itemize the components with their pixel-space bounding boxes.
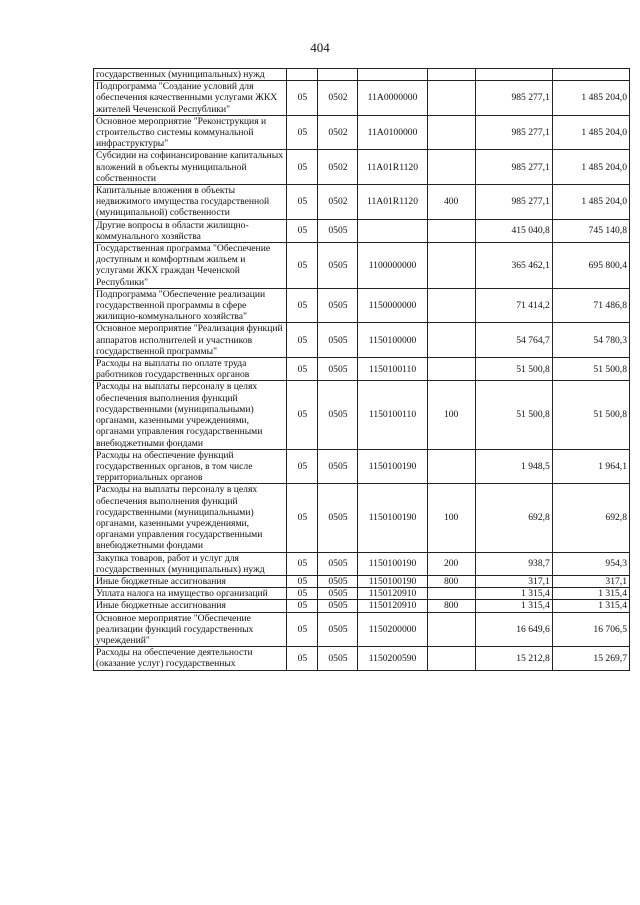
row-amount-year1-cell: 985 277,1	[475, 150, 552, 185]
table-row	[94, 115, 630, 150]
row-subsection-cell: 0505	[318, 647, 358, 670]
row-section-cell: 05	[287, 185, 318, 220]
row-name-cell: Расходы на выплаты персоналу в целях обеспечения выполнения функций государственными (муниципальными) органами, казенными учреждениями, органами управления государственными внебюджетными фондами	[94, 381, 287, 449]
row-subsection-cell: 0505	[318, 588, 358, 600]
table-row	[94, 600, 630, 612]
row-article-cell: 11А0000000	[358, 81, 427, 116]
row-subsection-cell	[318, 69, 358, 81]
table-row	[94, 323, 630, 358]
table-row	[94, 81, 630, 116]
row-subsection-cell: 0502	[318, 150, 358, 185]
row-amount-year1-cell: 692,8	[475, 484, 552, 552]
row-amount-year1-cell: 365 462,1	[475, 243, 552, 289]
row-expense-type-cell	[427, 612, 475, 647]
row-amount-year2-cell: 16 706,5	[552, 612, 629, 647]
row-amount-year2-cell: 692,8	[552, 484, 629, 552]
row-amount-year2-cell: 1 315,4	[552, 600, 629, 612]
table-row	[94, 381, 630, 449]
row-amount-year2-cell: 317,1	[552, 575, 629, 587]
row-amount-year2-cell: 1 964,1	[552, 449, 629, 484]
row-subsection-cell: 0505	[318, 575, 358, 587]
row-section-cell: 05	[287, 243, 318, 289]
row-article-cell: 1150100190	[358, 552, 427, 575]
row-subsection-cell: 0505	[318, 323, 358, 358]
row-name-cell: Субсидии на софинансирование капитальных вложений в объекты муниципальной собственности	[94, 150, 287, 185]
row-amount-year1-cell: 54 764,7	[475, 323, 552, 358]
row-name-cell: Расходы на обеспечение деятельности (оказание услуг) государственных	[94, 647, 287, 670]
table-row	[94, 449, 630, 484]
table-row	[94, 69, 630, 81]
row-name-cell: Подпрограмма "Обеспечение реализации государственной программы в сфере жилищно-коммунального хозяйства"	[94, 288, 287, 323]
row-subsection-cell: 0505	[318, 358, 358, 381]
table-row	[94, 647, 630, 670]
table-row	[94, 575, 630, 587]
row-subsection-cell: 0505	[318, 552, 358, 575]
row-amount-year1-cell: 51 500,8	[475, 358, 552, 381]
row-article-cell: 1150100190	[358, 484, 427, 552]
row-expense-type-cell: 200	[427, 552, 475, 575]
row-article-cell: 1150100110	[358, 381, 427, 449]
row-section-cell: 05	[287, 600, 318, 612]
row-subsection-cell: 0505	[318, 219, 358, 242]
row-article-cell: 1150100190	[358, 449, 427, 484]
row-article-cell: 11А01R1120	[358, 185, 427, 220]
row-name-cell: государственных (муниципальных) нужд	[94, 69, 287, 81]
budget-table	[93, 68, 630, 671]
row-article-cell: 1150120910	[358, 600, 427, 612]
row-amount-year2-cell: 54 780,3	[552, 323, 629, 358]
row-expense-type-cell	[427, 647, 475, 670]
row-article-cell	[358, 69, 427, 81]
row-subsection-cell: 0505	[318, 243, 358, 289]
row-amount-year2-cell: 51 500,8	[552, 358, 629, 381]
row-expense-type-cell: 100	[427, 484, 475, 552]
table-row	[94, 219, 630, 242]
row-subsection-cell: 0505	[318, 288, 358, 323]
row-subsection-cell: 0502	[318, 185, 358, 220]
row-name-cell: Основное мероприятие "Реализация функций аппаратов исполнителей и участников государственной программы"	[94, 323, 287, 358]
row-name-cell: Закупка товаров, работ и услуг для государственных (муниципальных) нужд	[94, 552, 287, 575]
row-amount-year1-cell: 317,1	[475, 575, 552, 587]
row-name-cell: Капитальные вложения в объекты недвижимого имущества государственной (муниципальной) собственности	[94, 185, 287, 220]
row-name-cell: Основное мероприятие "Реконструкция и строительство системы коммунальной инфраструктуры"	[94, 115, 287, 150]
row-expense-type-cell	[427, 243, 475, 289]
row-expense-type-cell	[427, 69, 475, 81]
row-name-cell: Основное мероприятие "Обеспечение реализации функций государственных учреждений"	[94, 612, 287, 647]
row-amount-year1-cell: 985 277,1	[475, 185, 552, 220]
row-name-cell: Уплата налога на имущество организаций	[94, 588, 287, 600]
row-article-cell: 11А01R1120	[358, 150, 427, 185]
row-section-cell: 05	[287, 449, 318, 484]
row-section-cell: 05	[287, 219, 318, 242]
row-amount-year2-cell: 1 485 204,0	[552, 81, 629, 116]
row-subsection-cell: 0505	[318, 381, 358, 449]
row-amount-year1-cell: 938,7	[475, 552, 552, 575]
row-expense-type-cell	[427, 150, 475, 185]
row-article-cell	[358, 219, 427, 242]
row-amount-year2-cell: 15 269,7	[552, 647, 629, 670]
row-amount-year2-cell: 71 486,8	[552, 288, 629, 323]
row-amount-year2-cell: 1 485 204,0	[552, 115, 629, 150]
row-subsection-cell: 0505	[318, 600, 358, 612]
row-amount-year1-cell: 415 040,8	[475, 219, 552, 242]
row-article-cell: 1150100110	[358, 358, 427, 381]
row-section-cell: 05	[287, 115, 318, 150]
row-section-cell: 05	[287, 647, 318, 670]
row-expense-type-cell	[427, 219, 475, 242]
row-section-cell: 05	[287, 575, 318, 587]
row-article-cell: 1150000000	[358, 288, 427, 323]
table-row	[94, 552, 630, 575]
row-expense-type-cell	[427, 449, 475, 484]
table-row	[94, 358, 630, 381]
row-section-cell: 05	[287, 381, 318, 449]
row-expense-type-cell	[427, 358, 475, 381]
row-expense-type-cell	[427, 81, 475, 116]
row-article-cell: 1150200590	[358, 647, 427, 670]
row-subsection-cell: 0502	[318, 115, 358, 150]
table-row	[94, 588, 630, 600]
row-article-cell: 1150100190	[358, 575, 427, 587]
row-expense-type-cell: 800	[427, 575, 475, 587]
row-amount-year1-cell: 1 948,5	[475, 449, 552, 484]
row-section-cell: 05	[287, 81, 318, 116]
row-section-cell: 05	[287, 323, 318, 358]
row-subsection-cell: 0502	[318, 81, 358, 116]
table-row	[94, 288, 630, 323]
row-expense-type-cell: 800	[427, 600, 475, 612]
row-name-cell: Другие вопросы в области жилищно-коммунального хозяйства	[94, 219, 287, 242]
row-name-cell: Расходы на выплаты персоналу в целях обеспечения выполнения функций государственными (муниципальными) органами, казенными учреждениями, органами управления государственными внебюджетными фондами	[94, 484, 287, 552]
row-article-cell: 11А0100000	[358, 115, 427, 150]
row-name-cell: Расходы на выплаты по оплате труда работников государственных органов	[94, 358, 287, 381]
row-amount-year1-cell	[475, 69, 552, 81]
row-section-cell: 05	[287, 612, 318, 647]
row-name-cell: Государственная программа "Обеспечение доступным и комфортным жильем и услугами ЖКХ граждан Чеченской Республики"	[94, 243, 287, 289]
row-name-cell: Подпрограмма "Создание условий для обеспечения качественными услугами ЖКХ жителей Чеченской Республики"	[94, 81, 287, 116]
row-section-cell: 05	[287, 358, 318, 381]
row-expense-type-cell	[427, 323, 475, 358]
table-row	[94, 243, 630, 289]
row-section-cell: 05	[287, 484, 318, 552]
row-expense-type-cell: 400	[427, 185, 475, 220]
row-name-cell: Иные бюджетные ассигнования	[94, 600, 287, 612]
row-section-cell: 05	[287, 588, 318, 600]
row-article-cell: 1150100000	[358, 323, 427, 358]
row-section-cell: 05	[287, 552, 318, 575]
row-section-cell: 05	[287, 288, 318, 323]
row-amount-year1-cell: 1 315,4	[475, 588, 552, 600]
row-amount-year2-cell: 1 485 204,0	[552, 150, 629, 185]
row-amount-year2-cell: 51 500,8	[552, 381, 629, 449]
row-amount-year2-cell: 1 485 204,0	[552, 185, 629, 220]
row-amount-year1-cell: 985 277,1	[475, 81, 552, 116]
row-amount-year2-cell	[552, 69, 629, 81]
row-name-cell: Иные бюджетные ассигнования	[94, 575, 287, 587]
row-amount-year1-cell: 1 315,4	[475, 600, 552, 612]
row-section-cell	[287, 69, 318, 81]
row-amount-year1-cell: 15 212,8	[475, 647, 552, 670]
row-expense-type-cell	[427, 115, 475, 150]
row-amount-year2-cell: 954,3	[552, 552, 629, 575]
row-section-cell: 05	[287, 150, 318, 185]
row-article-cell: 1150120910	[358, 588, 427, 600]
table-row	[94, 185, 630, 220]
row-amount-year2-cell: 695 800,4	[552, 243, 629, 289]
row-name-cell: Расходы на обеспечение функций государственных органов, в том числе территориальных органов	[94, 449, 287, 484]
row-amount-year1-cell: 985 277,1	[475, 115, 552, 150]
table-row	[94, 150, 630, 185]
row-subsection-cell: 0505	[318, 612, 358, 647]
row-expense-type-cell	[427, 288, 475, 323]
row-amount-year1-cell: 71 414,2	[475, 288, 552, 323]
row-amount-year1-cell: 51 500,8	[475, 381, 552, 449]
row-amount-year2-cell: 1 315,4	[552, 588, 629, 600]
table-row	[94, 612, 630, 647]
table-row	[94, 484, 630, 552]
page-number: 404	[310, 40, 330, 55]
row-expense-type-cell	[427, 588, 475, 600]
row-amount-year1-cell: 16 649,6	[475, 612, 552, 647]
row-subsection-cell: 0505	[318, 484, 358, 552]
row-amount-year2-cell: 745 140,8	[552, 219, 629, 242]
row-article-cell: 1100000000	[358, 243, 427, 289]
row-subsection-cell: 0505	[318, 449, 358, 484]
row-expense-type-cell: 100	[427, 381, 475, 449]
row-article-cell: 1150200000	[358, 612, 427, 647]
